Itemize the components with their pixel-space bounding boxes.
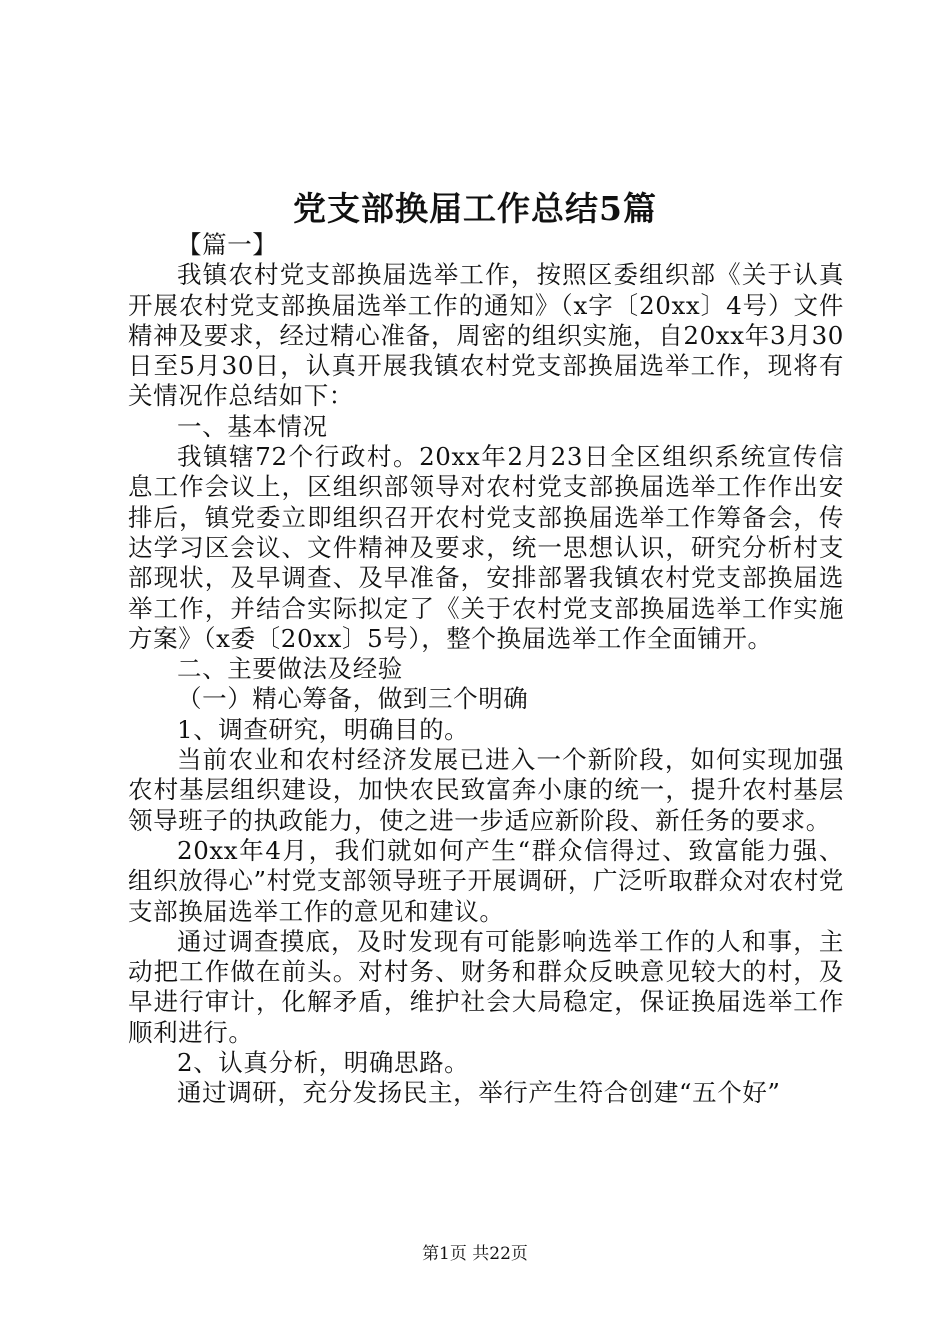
document-body	[128, 230, 844, 1109]
section-heading: 一、基本情况	[177, 411, 328, 441]
item-heading: 1、调查研究，明确目的。	[177, 714, 470, 744]
paragraph: 20xx年4月，我们就如何产生“群众信得过、致富能力强、组织放得心”村党支部领导班子开展调研，广泛听取群众对农村党支部换届选举工作的意见和建议。	[128, 835, 844, 926]
paragraph: 我镇农村党支部换届选举工作，按照区委组织部《关于认真开展农村党支部换届选举工作的通知》（x字〔20xx〕4号）文件精神及要求，经过精心准备，周密的组织实施，自20xx年3月30日至5月30日，认真开展我镇农村党支部换届选举工作，现将有关情况作总结如下：	[128, 260, 844, 411]
paragraph: 当前农业和农村经济发展已进入一个新阶段，如何实现加强农村基层组织建设，加快农民致富奔小康的统一，提升农村基层领导班子的执政能力，使之进一步适应新阶段、新任务的要求。	[128, 745, 844, 835]
paragraph: 通过调研，充分发扬民主，举行产生符合创建“五个好”	[177, 1078, 781, 1108]
item-heading: 2、认真分析，明确思路。	[177, 1048, 470, 1078]
section-label: 【篇一】	[177, 230, 278, 259]
section-heading: 二、主要做法及经验	[177, 654, 403, 684]
page-footer: 第1页 共22页	[422, 1244, 528, 1264]
paragraph: 通过调查摸底，及时发现有可能影响选举工作的人和事，主动把工作做在前头。对村务、财务和群众反映意见较大的村，及早进行审计，化解矛盾，维护社会大局稳定，保证换届选举工作顺利进行。	[128, 926, 844, 1047]
document-title: 党支部换届工作总结5篇	[293, 189, 657, 228]
subsection-heading: （一）精心筹备，做到三个明确	[177, 684, 529, 714]
paragraph: 我镇辖72个行政村。20xx年2月23日全区组织系统宣传信息工作会议上，区组织部领导对农村党支部换届选举工作作出安排后，镇党委立即组织召开农村党支部换届选举工作筹备会，传达学习区会议、文件精神及要求，统一思想认识，研究分析村支部现状，及早调查、及早准备，安排部署我镇农村党支部换届选举工作，并结合实际拟定了《关于农村党支部换届选举工作实施方案》（x委〔20xx〕5号），整个换届选举工作全面铺开。	[128, 442, 844, 653]
